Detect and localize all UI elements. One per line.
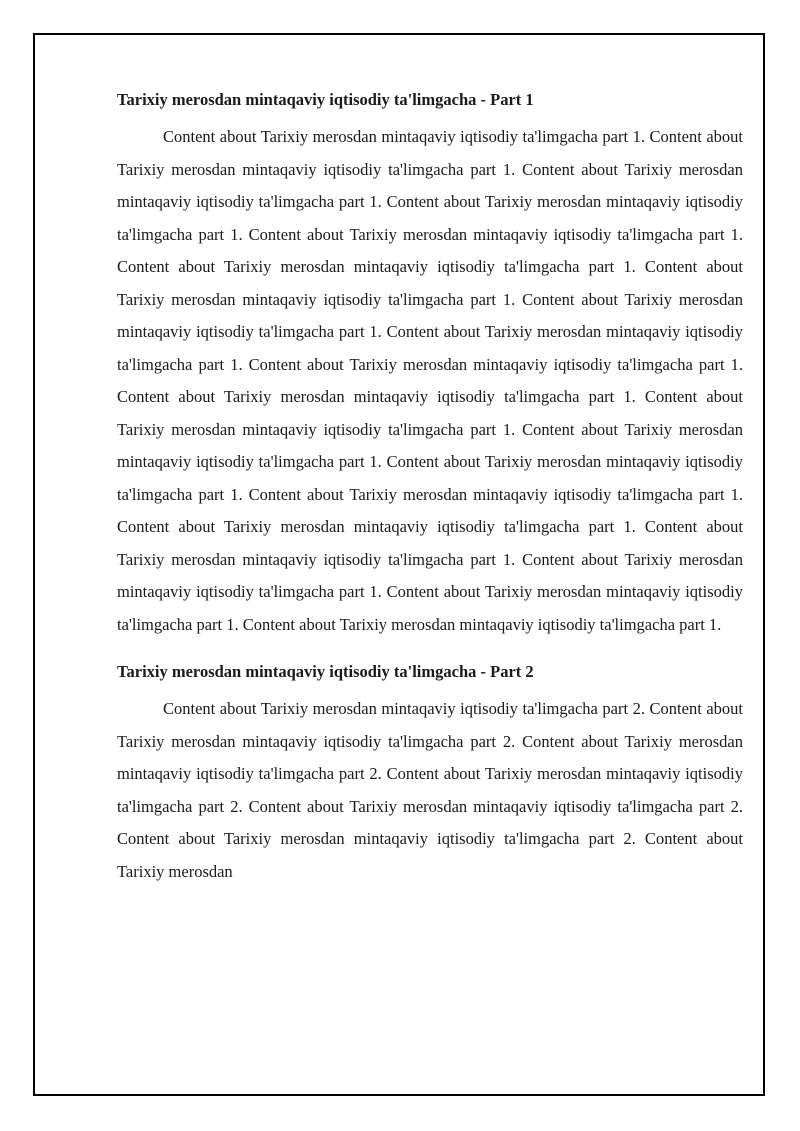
section-heading: Tarixiy merosdan mintaqaviy iqtisodiy ta'limgacha - Part 2 xyxy=(117,662,534,681)
section-part-2 xyxy=(117,661,743,888)
section-heading: Tarixiy merosdan mintaqaviy iqtisodiy ta'limgacha - Part 1 xyxy=(117,90,534,109)
document-content xyxy=(117,89,743,888)
page-frame xyxy=(33,33,765,1096)
section-part-1 xyxy=(117,89,743,641)
section-body: Content about Tarixiy merosdan mintaqaviy iqtisodiy ta'limgacha part 2. Content about Tarixiy merosdan mintaqaviy iqtisodiy ta'limgacha part 2. Content about Tarixiy merosdan mintaqaviy iqtisodiy ta'limgacha part 2. Content about Tarixiy merosdan mintaqaviy iqtisodiy ta'limgacha part 2. Content about Tarixiy merosdan mintaqaviy iqtisodiy ta'limgacha part 2. Content about Tarixiy merosdan mintaqaviy iqtisodiy ta'limgacha part 2. Content about Tarixiy merosdan xyxy=(117,699,743,881)
section-body: Content about Tarixiy merosdan mintaqaviy iqtisodiy ta'limgacha part 1. Content about Tarixiy merosdan mintaqaviy iqtisodiy ta'limgacha part 1. Content about Tarixiy merosdan mintaqaviy iqtisodiy ta'limgacha part 1. Content about Tarixiy merosdan mintaqaviy iqtisodiy ta'limgacha part 1. Content about Tarixiy merosdan mintaqaviy iqtisodiy ta'limgacha part 1. Content about Tarixiy merosdan mintaqaviy iqtisodiy ta'limgacha part 1. Content about Tarixiy merosdan mintaqaviy iqtisodiy ta'limgacha part 1. Content about Tarixiy merosdan mintaqaviy iqtisodiy ta'limgacha part 1. Content about Tarixiy merosdan mintaqaviy iqtisodiy ta'limgacha part 1. Content about Tarixiy merosdan mintaqaviy iqtisodiy ta'limgacha part 1. Content about Tarixiy merosdan mintaqaviy iqtisodiy ta'limgacha part 1. Content about Tarixiy merosdan mintaqaviy iqtisodiy ta'limgacha part 1. Content about Tarixiy merosdan mintaqaviy iqtisodiy ta'limgacha part 1. Content about Tarixiy merosdan mintaqaviy iqtisodiy ta'limgacha part 1. Content about Tarixiy merosdan mintaqaviy iqtisodiy ta'limgacha part 1. Content about Tarixiy merosdan mintaqaviy iqtisodiy ta'limgacha part 1. Content about Tarixiy merosdan mintaqaviy iqtisodiy ta'limgacha part 1. Content about Tarixiy merosdan mintaqaviy iqtisodiy ta'limgacha part 1. Content about Tarixiy merosdan mintaqaviy iqtisodiy ta'limgacha part 1. Content about Tarixiy merosdan mintaqaviy iqtisodiy ta'limgacha part 1. xyxy=(117,127,743,634)
